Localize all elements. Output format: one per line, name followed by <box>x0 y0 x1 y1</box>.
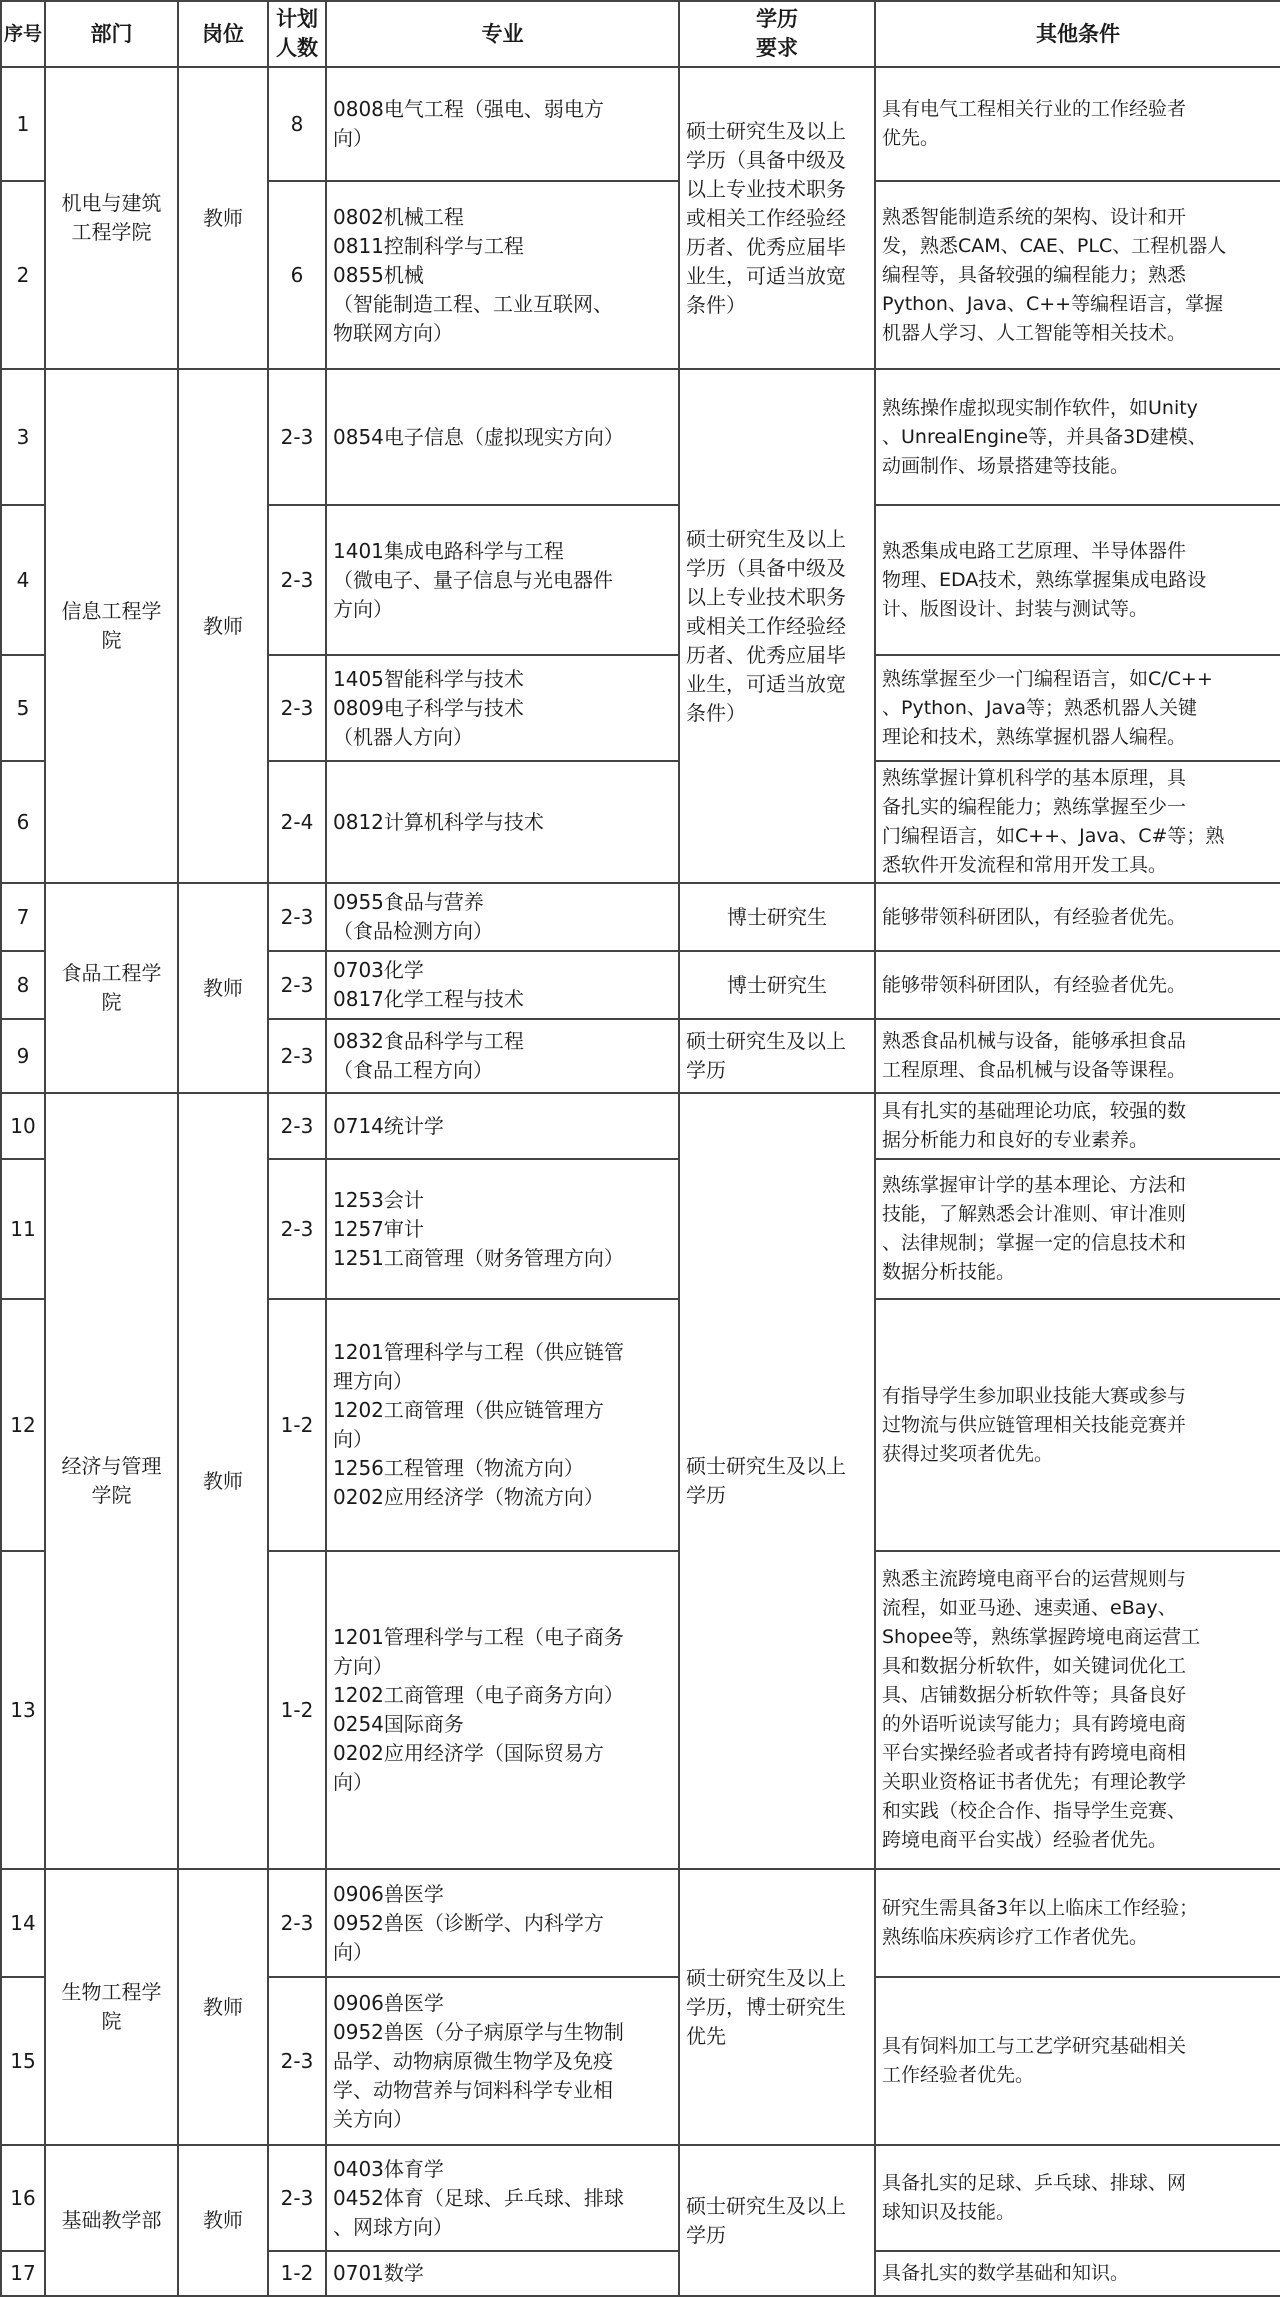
dept-cell: 信息工程学 院 <box>45 369 178 883</box>
other-cell: 能够带领科研团队，有经验者优先。 <box>875 951 1280 1019</box>
table-row <box>1 2145 1280 2251</box>
other-cell: 能够带领科研团队，有经验者优先。 <box>875 883 1280 951</box>
seq-cell: 8 <box>1 951 45 1019</box>
other-cell: 熟练掌握计算机科学的基本原理，具 备扎实的编程能力；熟练掌握至少一 门编程语言，如C++、Java、C#等；熟 悉软件开发流程和常用开发工具。 <box>875 761 1280 883</box>
major-cell: 1201管理科学与工程（电子商务 方向） 1202工商管理（电子商务方向） 0254国际商务 0202应用经济学（国际贸易方 向） <box>326 1551 679 1869</box>
plan-cell: 2-3 <box>268 1869 326 1977</box>
major-cell: 0714统计学 <box>326 1093 679 1159</box>
post-cell: 教师 <box>178 883 268 1093</box>
table-row <box>1 1869 1280 1977</box>
other-cell: 熟悉主流跨境电商平台的运营规则与 流程，如亚马逊、速卖通、eBay、 Shopee等，熟练掌握跨境电商运营工 具和数据分析软件，如关键词优化工 具、店铺数据分析软件等；具备良好 的外语听说读写能力；具有跨境电商 平台实操经验者或者持有跨境电商相 关职业资格证书者优先；有理论教学 和实践（校企合作、指导学生竞赛、 跨境电商平台实战）经验者优先。 <box>875 1551 1280 1869</box>
seq-cell: 6 <box>1 761 45 883</box>
edu-cell: 硕士研究生及以上 学历（具备中级及 以上专业技术职务 或相关工作经验经 历者、优秀应届毕 业生，可适当放宽 条件） <box>679 67 875 369</box>
other-cell: 具有电气工程相关行业的工作经验者 优先。 <box>875 67 1280 181</box>
dept-cell: 机电与建筑 工程学院 <box>45 67 178 369</box>
major-cell: 0832食品科学与工程 （食品工程方向） <box>326 1019 679 1093</box>
edu-cell: 博士研究生 <box>679 883 875 951</box>
other-cell: 熟悉集成电路工艺原理、半导体器件 物理、EDA技术，熟练掌握集成电路设 计、版图设计、封装与测试等。 <box>875 505 1280 655</box>
header-plan: 计划 人数 <box>268 1 326 67</box>
other-cell: 具有饲料加工与工艺学研究基础相关 工作经验者优先。 <box>875 1977 1280 2145</box>
table-row <box>1 1093 1280 1159</box>
header-other: 其他条件 <box>875 1 1280 67</box>
seq-cell: 1 <box>1 67 45 181</box>
post-cell: 教师 <box>178 1869 268 2145</box>
other-cell: 熟悉食品机械与设备，能够承担食品 工程原理、食品机械与设备等课程。 <box>875 1019 1280 1093</box>
plan-cell: 2-3 <box>268 951 326 1019</box>
seq-cell: 10 <box>1 1093 45 1159</box>
post-cell: 教师 <box>178 369 268 883</box>
dept-cell: 基础教学部 <box>45 2145 178 2296</box>
plan-cell: 2-3 <box>268 369 326 505</box>
plan-cell: 2-3 <box>268 883 326 951</box>
edu-cell: 博士研究生 <box>679 951 875 1019</box>
seq-cell: 13 <box>1 1551 45 1869</box>
plan-cell: 6 <box>268 181 326 369</box>
major-cell: 0808电气工程（强电、弱电方 向） <box>326 67 679 181</box>
seq-cell: 15 <box>1 1977 45 2145</box>
plan-cell: 1-2 <box>268 2251 326 2296</box>
major-cell: 1253会计 1257审计 1251工商管理（财务管理方向） <box>326 1159 679 1299</box>
seq-cell: 4 <box>1 505 45 655</box>
seq-cell: 17 <box>1 2251 45 2296</box>
seq-cell: 16 <box>1 2145 45 2251</box>
edu-cell: 硕士研究生及以上 学历（具备中级及 以上专业技术职务 或相关工作经验经 历者、优秀应届毕 业生，可适当放宽 条件） <box>679 369 875 883</box>
major-cell: 0906兽医学 0952兽医（诊断学、内科学方 向） <box>326 1869 679 1977</box>
header-seq: 序号 <box>1 1 45 67</box>
header-edu: 学历 要求 <box>679 1 875 67</box>
major-cell: 0703化学 0817化学工程与技术 <box>326 951 679 1019</box>
major-cell: 0701数学 <box>326 2251 679 2296</box>
other-cell: 研究生需具备3年以上临床工作经验； 熟练临床疾病诊疗工作者优先。 <box>875 1869 1280 1977</box>
other-cell: 熟悉智能制造系统的架构、设计和开 发，熟悉CAM、CAE、PLC、工程机器人 编程等，具备较强的编程能力；熟悉 Python、Java、C++等编程语言，掌握 机器人学习、人工智能等相关技术。 <box>875 181 1280 369</box>
plan-cell: 2-3 <box>268 2145 326 2251</box>
seq-cell: 7 <box>1 883 45 951</box>
plan-cell: 1-2 <box>268 1551 326 1869</box>
dept-cell: 经济与管理 学院 <box>45 1093 178 1869</box>
plan-cell: 2-4 <box>268 761 326 883</box>
major-cell: 0812计算机科学与技术 <box>326 761 679 883</box>
plan-cell: 2-3 <box>268 1977 326 2145</box>
seq-cell: 3 <box>1 369 45 505</box>
plan-cell: 8 <box>268 67 326 181</box>
plan-cell: 2-3 <box>268 505 326 655</box>
header-row <box>1 1 1280 67</box>
seq-cell: 5 <box>1 655 45 761</box>
dept-cell: 食品工程学 院 <box>45 883 178 1093</box>
major-cell: 0403体育学 0452体育（足球、乒乓球、排球 、网球方向） <box>326 2145 679 2251</box>
table-row <box>1 883 1280 951</box>
plan-cell: 2-3 <box>268 1159 326 1299</box>
seq-cell: 11 <box>1 1159 45 1299</box>
major-cell: 1401集成电路科学与工程 （微电子、量子信息与光电器件 方向） <box>326 505 679 655</box>
major-cell: 0906兽医学 0952兽医（分子病原学与生物制 品学、动物病原微生物学及免疫 学、动物营养与饲料科学专业相 关方向） <box>326 1977 679 2145</box>
table-row <box>1 369 1280 505</box>
major-cell: 0802机械工程 0811控制科学与工程 0855机械 （智能制造工程、工业互联网、 物联网方向） <box>326 181 679 369</box>
post-cell: 教师 <box>178 1093 268 1869</box>
other-cell: 具备扎实的数学基础和知识。 <box>875 2251 1280 2296</box>
edu-cell: 硕士研究生及以上 学历 <box>679 1093 875 1869</box>
major-cell: 0854电子信息（虚拟现实方向） <box>326 369 679 505</box>
edu-cell: 硕士研究生及以上 学历 <box>679 2145 875 2296</box>
header-major: 专业 <box>326 1 679 67</box>
seq-cell: 9 <box>1 1019 45 1093</box>
plan-cell: 2-3 <box>268 1019 326 1093</box>
seq-cell: 2 <box>1 181 45 369</box>
edu-cell: 硕士研究生及以上 学历 <box>679 1019 875 1093</box>
seq-cell: 14 <box>1 1869 45 1977</box>
header-post: 岗位 <box>178 1 268 67</box>
edu-cell: 硕士研究生及以上 学历，博士研究生 优先 <box>679 1869 875 2145</box>
plan-cell: 2-3 <box>268 1093 326 1159</box>
post-cell: 教师 <box>178 67 268 369</box>
seq-cell: 12 <box>1 1299 45 1551</box>
post-cell: 教师 <box>178 2145 268 2296</box>
table-row <box>1 67 1280 181</box>
header-dept: 部门 <box>45 1 178 67</box>
other-cell: 具备扎实的足球、乒乓球、排球、网 球知识及技能。 <box>875 2145 1280 2251</box>
other-cell: 熟练掌握审计学的基本理论、方法和 技能，了解熟悉会计准则、审计准则 、法律规制；掌握一定的信息技术和 数据分析技能。 <box>875 1159 1280 1299</box>
major-cell: 1405智能科学与技术 0809电子科学与技术 （机器人方向） <box>326 655 679 761</box>
other-cell: 具有扎实的基础理论功底，较强的数 据分析能力和良好的专业素养。 <box>875 1093 1280 1159</box>
plan-cell: 1-2 <box>268 1299 326 1551</box>
other-cell: 有指导学生参加职业技能大赛或参与 过物流与供应链管理相关技能竞赛并 获得过奖项者优先。 <box>875 1299 1280 1551</box>
dept-cell: 生物工程学 院 <box>45 1869 178 2145</box>
plan-cell: 2-3 <box>268 655 326 761</box>
other-cell: 熟练操作虚拟现实制作软件，如Unity 、UnrealEngine等，并具备3D建模、 动画制作、场景搭建等技能。 <box>875 369 1280 505</box>
major-cell: 0955食品与营养 （食品检测方向） <box>326 883 679 951</box>
other-cell: 熟练掌握至少一门编程语言，如C/C++ 、Python、Java等；熟悉机器人关键 理论和技术，熟练掌握机器人编程。 <box>875 655 1280 761</box>
major-cell: 1201管理科学与工程（供应链管 理方向） 1202工商管理（供应链管理方 向） 1256工程管理（物流方向） 0202应用经济学（物流方向） <box>326 1299 679 1551</box>
